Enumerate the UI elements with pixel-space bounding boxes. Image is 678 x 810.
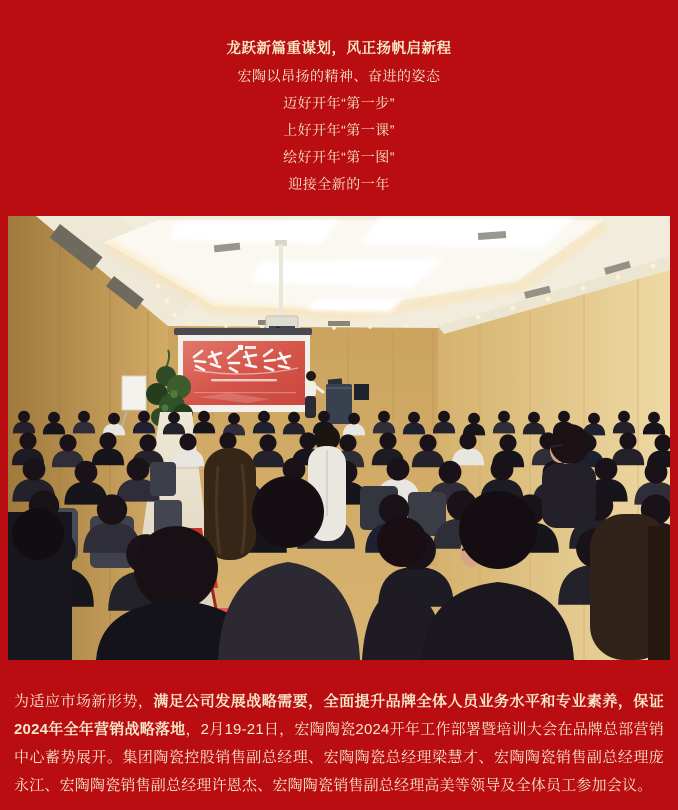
paragraph-segment-bold: 满足公司发展战略需要，全面提升品牌全体人员业务水平和专业素养，保证2024年全年营销战略落地 — [14, 693, 664, 738]
article-headline-block — [0, 36, 678, 198]
headline-line: 宏陶以昂扬的精神、奋进的姿态 — [237, 68, 441, 84]
conference-scene — [8, 216, 670, 660]
article-paragraph — [14, 688, 664, 800]
headline-line: 迎接全新的一年 — [288, 176, 390, 192]
headline-line: 迈好开年“第一步” — [283, 95, 395, 111]
paragraph-segment: ，2月19-21日，宏陶陶瓷2024开年工作部署暨培训大会在品牌总部营销中心蓄势展开。集团陶瓷控股销售副总经理、宏陶陶瓷总经理梁慧才、宏陶陶瓷销售副总经理庞永江、宏陶陶瓷销售副总经理许恩杰、宏陶陶瓷销售副总经理高美等领导及全体员工参加会议。 — [14, 721, 664, 794]
headline-line: 上好开年“第一课” — [283, 122, 395, 138]
paragraph-segment: 为适应市场新形势， — [14, 693, 154, 710]
headline-line: 绘好开年“第一图” — [283, 149, 395, 165]
headline-line: 龙跃新篇重谋划，风正扬帆启新程 — [226, 41, 452, 57]
projection-screen — [174, 328, 312, 412]
long-hair-woman — [204, 448, 256, 560]
conference-photo — [8, 216, 670, 660]
